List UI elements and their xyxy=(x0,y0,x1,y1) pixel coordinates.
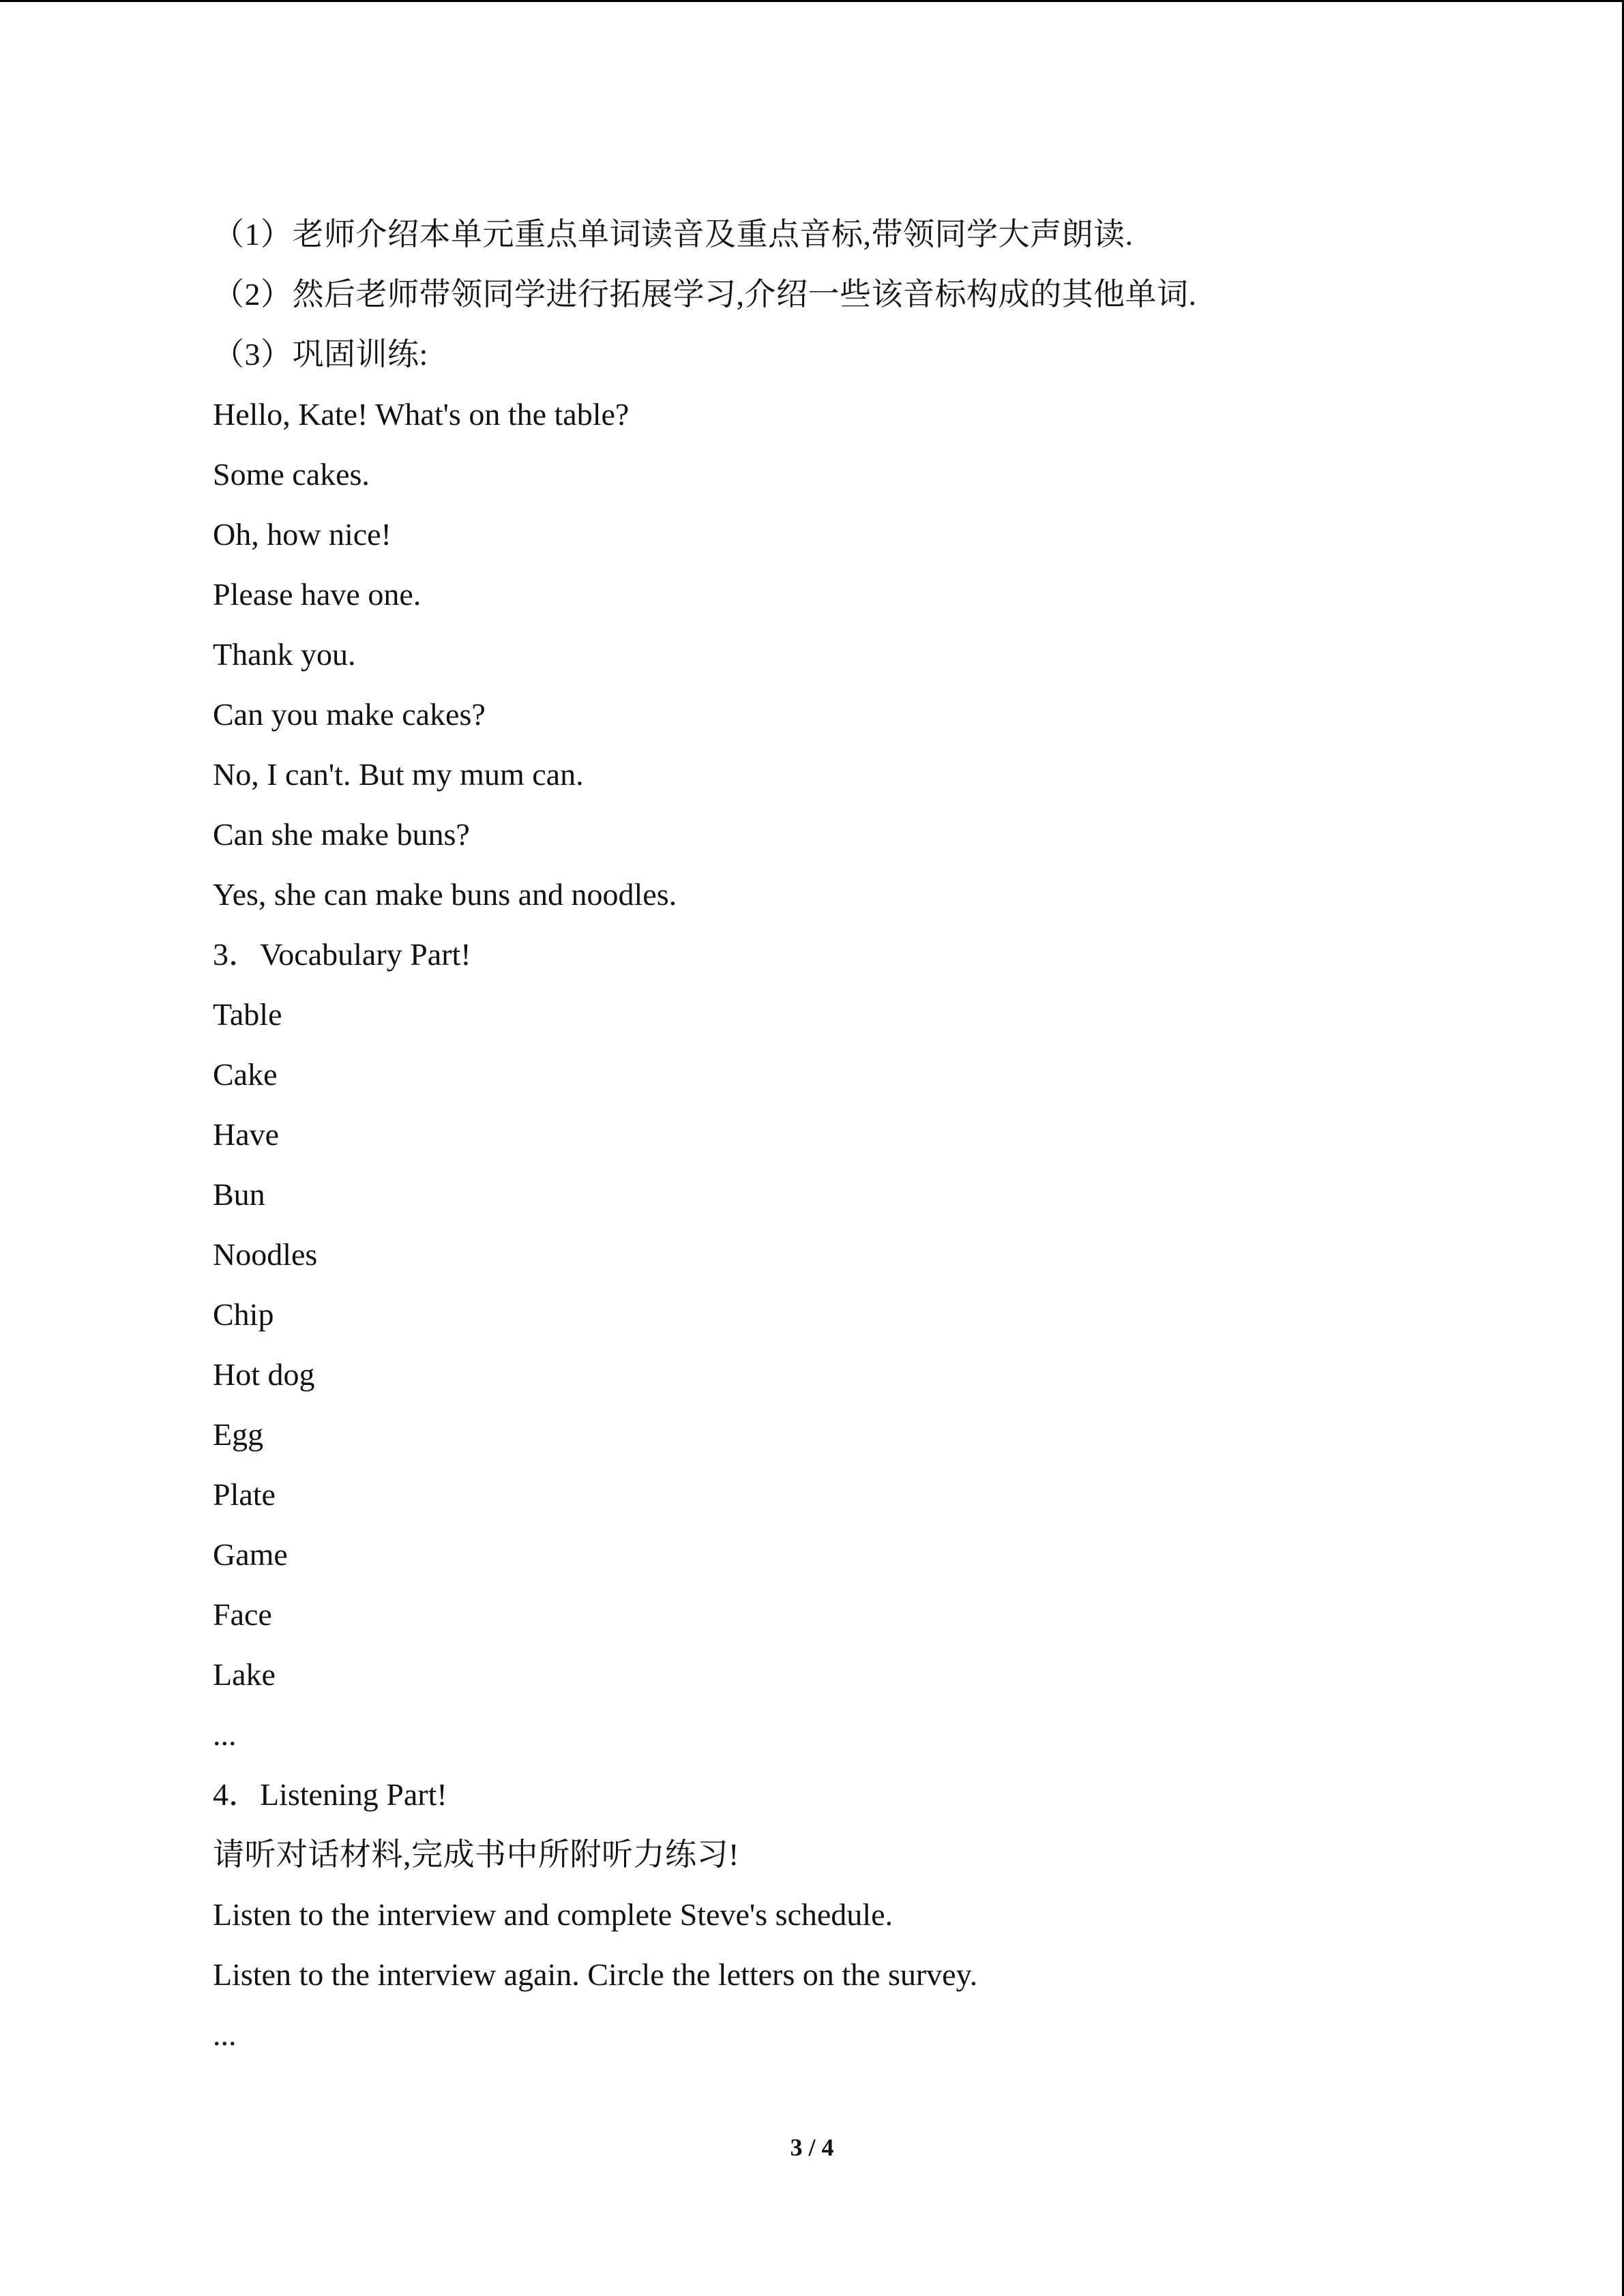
step-2: （2）然后老师带领同学进行拓展学习,介绍一些该音标构成的其他单词. xyxy=(213,277,1197,312)
vocabulary-word: Face xyxy=(213,1597,272,1632)
dialogue-line: Thank you. xyxy=(213,637,356,672)
dialogue-line: Can you make cakes? xyxy=(213,697,486,732)
vocabulary-word: Cake xyxy=(213,1057,278,1092)
vocabulary-word: Plate xyxy=(213,1477,276,1512)
dialogue-line: No, I can't. But my mum can. xyxy=(213,757,584,792)
listening-instruction: 请听对话材料,完成书中所附听力练习! xyxy=(213,1837,739,1872)
listening-task: Listen to the interview and complete Steve's schedule. xyxy=(213,1897,893,1932)
vocabulary-word: Noodles xyxy=(213,1237,318,1272)
vocabulary-word: Egg xyxy=(213,1417,264,1452)
listening-heading: 4．Listening Part! xyxy=(213,1777,447,1812)
page-number: 3 / 4 xyxy=(790,2134,834,2161)
listening-task: Listen to the interview again. Circle the letters on the survey. xyxy=(213,1957,978,1992)
step-1: （1）老师介绍本单元重点单词读音及重点音标,带领同学大声朗读. xyxy=(213,217,1134,252)
dialogue-line: Oh, how nice! xyxy=(213,517,392,552)
listening-ellipsis: ... xyxy=(213,2017,237,2052)
dialogue-line: Can she make buns? xyxy=(213,817,470,852)
dialogue-line: Hello, Kate! What's on the table? xyxy=(213,397,630,432)
dialogue-line: Please have one. xyxy=(213,577,422,612)
dialogue-line: Some cakes. xyxy=(213,457,370,492)
document-body xyxy=(213,205,1509,2065)
top-border-line xyxy=(0,0,1624,2)
vocabulary-word: Hot dog xyxy=(213,1357,315,1392)
vocabulary-word: Lake xyxy=(213,1657,276,1692)
vocabulary-word: Chip xyxy=(213,1297,274,1332)
vocabulary-heading: 3．Vocabulary Part! xyxy=(213,937,471,972)
vocabulary-word: Have xyxy=(213,1117,280,1152)
vocabulary-word: Bun xyxy=(213,1177,265,1212)
step-3: （3）巩固训练: xyxy=(213,337,428,372)
dialogue-line: Yes, she can make buns and noodles. xyxy=(213,877,677,912)
vocabulary-ellipsis: ... xyxy=(213,1717,237,1752)
vocabulary-word: Table xyxy=(213,997,282,1032)
vocabulary-word: Game xyxy=(213,1537,288,1572)
